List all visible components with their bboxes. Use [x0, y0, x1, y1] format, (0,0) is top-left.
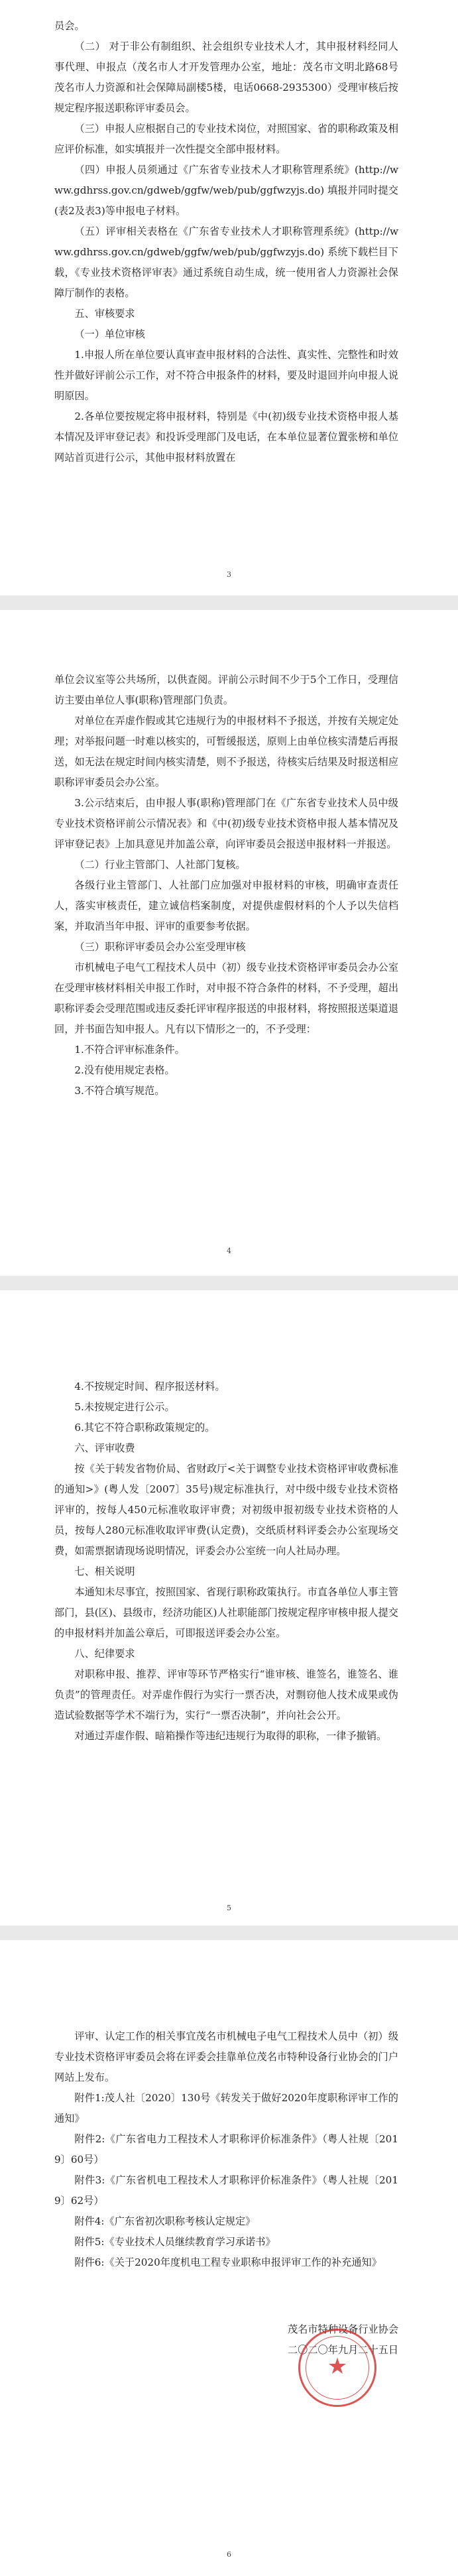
paragraph: 对职称申报、推荐、评审等环节严格实行“谁审核、谁签名，谁签名、谁负责”的管理责任。对弄虚作假行为实行一票否决，对剽窃他人技术成果或伪造试验数据等学术不端行为，实行“一票否决制”，并向社会公开。 [54, 1668, 398, 1721]
paragraph: 各级行业主管部门、人社部门应加强对申报材料的审核，明确审查责任人，落实审核责任，建立诚信档案制度，对提供虚假材料的个人予以失信档案，并取消当年申报、评审的重要参考依据。 [54, 879, 398, 932]
list-item: 5.未按规定进行公示。 [74, 1401, 175, 1413]
list-item: 1.不符合评审标准条件。 [74, 1044, 185, 1056]
page-number: 6 [227, 2550, 231, 2559]
list-item: 4.不按规定时间、程序报送材料。 [74, 1380, 225, 1392]
page-separator [0, 595, 458, 610]
signature-date: 二〇二〇年九月二十五日 [287, 2344, 398, 2356]
page-number: 3 [227, 570, 231, 579]
paragraph: 员会。 [54, 20, 85, 32]
page-separator [0, 1276, 458, 1290]
subsection-heading: （一）单位审核 [74, 328, 145, 340]
signature-organization: 茂名市特种设备行业协会 [287, 2323, 398, 2335]
paragraph: 1.申报人所在单位要认真审查申报材料的合法性、真实性、完整性和时效性并做好评前公示工作，对不符合申报条件的材料，要及时退回并向申报人说明原因。 [54, 349, 398, 402]
document-page-2 [0, 610, 458, 1276]
paragraph: 市机械电子电气工程技术人员中（初）级专业技术资格评审委员会办公室在受理审核材料相关申报工作时，对申报不符合条件的材料，不予受理，超出职称评委会受理范围或违反委托评审程序报送的申报材料，将按照报送渠道退回，并书面告知申报人。凡有以下情形之一的，不予受理： [54, 961, 398, 1035]
star-icon: ★ [327, 2353, 348, 2380]
official-seal [298, 2329, 376, 2407]
page-number: 5 [227, 1904, 231, 1912]
paragraph: 对单位在弄虚作假或其它违规行为的申报材料不予报送，并按有关规定处理；对举报问题一时难以核实的，可暂缓报送，原则上由单位核实清楚后再报送，如无法在规定时间内核实清楚，则不予报送，待核实后结果及时报送相应职称评审委员会办公室。 [54, 715, 398, 788]
attachment-item: 附件1:茂人社〔2020〕130号《转发关于做好2020年度职称评审工作的通知》 [54, 2092, 398, 2124]
subsection-heading: （三）职称评审委员会办公室受理审核 [74, 941, 246, 953]
paragraph: 对通过弄虚作假、暗箱操作等违纪违规行为取得的职称，一律予撤销。 [74, 1730, 387, 1742]
paragraph: 评审、认定工作的相关事宜茂名市机械电子电气工程技术人员中（初）级专业技术资格评审委员会将在评委会挂靠单位茂名市特种设备行业协会的门户网站上发布。 [54, 2030, 398, 2083]
subsection-heading: （二）行业主管部门、人社部门复核。 [74, 859, 246, 871]
attachment-item: 附件3:《广东省机电工程技术人才职称评价标准条件》（粤人社规〔2019〕62号） [54, 2174, 398, 2207]
paragraph: 3.公示结束后，由申报人事(职称)管理部门在《广东省专业技术人员中级专业技术资格评前公示情况表》和《中(初)级专业技术资格申报人基本情况及评审登记表》上加具意见并加盖公章，向评审委员会报送申报材料一并报送。 [54, 797, 398, 850]
paragraph: 2.各单位要按规定将申报材料，特别是《中(初)级专业技术资格申报人基本情况及评审登记表》和投诉受理部门及电话，在本单位显著位置张榜和单位网站首页进行公示，其他申报材料放置在 [54, 410, 398, 463]
paragraph: （三）申报人应根据自己的专业技术岗位，对照国家、省的职称政策及相应评价标准，如实填报并一次性提交全部申报材料。 [54, 123, 398, 155]
paragraph: （四）申报人员须通过《广东省专业技术人才职称管理系统》(http://www.gdhrss.gov.cn/gdweb/ggfw/web/pub/ggfwzyjs.do) 填报并同时提交(表2及表3)等申报电子材料。 [54, 164, 398, 217]
document-page-3 [0, 1290, 458, 1926]
page-number: 4 [227, 1247, 231, 1255]
paragraph: 按《关于转发省物价局、省财政厅<关于调整专业技术资格评审收费标准的通知>》(粤人发〔2007〕35号)规定标准执行，对中级中级专业技术资格评审的，按每人450元标准收取评审费；对初级申报初级专业技术资格的人员，按每人280元标准收取评审费(认定费)，交纸质材料评委会办公室现场交费，如需票据请现场说明情况，评委会办公室统一向人社局办理。 [54, 1463, 398, 1557]
attachment-item: 附件4:《广东省初次职称考核认定规定》 [74, 2215, 256, 2227]
section-heading: 六、评审收费 [74, 1442, 135, 1454]
page-separator [0, 1926, 458, 1940]
list-item: 2.没有使用规定表格。 [74, 1064, 175, 1076]
attachment-item: 附件2:《广东省电力工程技术人才职称评价标准条件》（粤人社规〔2019〕60号） [54, 2133, 398, 2166]
document-page-4 [0, 1940, 458, 2576]
document-page-1 [0, 0, 458, 595]
attachment-item: 附件5:《专业技术人员继续教育学习承诺书》 [74, 2236, 276, 2248]
section-heading: 五、审核要求 [74, 308, 135, 320]
paragraph: 本通知未尽事宜，按照国家、省现行职称政策执行。市直各单位人事主管部门，县(区)、县级市，经济功能区)人社职能部门按规定程序审核申报人提交的申报材料并加盖公章后，可即报送评委会办公室。 [54, 1586, 398, 1639]
section-heading: 八、纪律要求 [74, 1648, 135, 1660]
list-item: 6.其它不符合职称政策规定的。 [74, 1422, 215, 1434]
paragraph: 单位会议室等公共场所，以供查阅。评前公示时间不少于5个工作日，受理信访主要由单位人事(职称)管理部门负责。 [54, 674, 398, 706]
attachment-item: 附件6:《关于2020年度机电工程专业职称申报评审工作的补充通知》 [74, 2256, 382, 2268]
paragraph: （五）评审相关表格在《广东省专业技术人才职称管理系统》(http://www.gdhrss.gov.cn/gdweb/ggfw/web/pub/ggfwzyjs.do) 系统下载栏目下载，《专业技术资格评审表》通过系统自动生成，统一使用省人力资源社会保障厅制作的表格。 [54, 225, 398, 299]
paragraph: （二） 对于非公有制组织、社会组织专业技术人才，其申报材料经同人事代理、申报点（茂名市人才开发管理办公室，地址：茂名市文明北路68号茂名市人力资源和社会保障局副楼5楼，电话0668-2935300）受理审核后按规定程序报送职称评审委员会。 [54, 40, 398, 114]
section-heading: 七、相关说明 [74, 1565, 135, 1577]
list-item: 3.不符合填写规范。 [74, 1085, 165, 1097]
